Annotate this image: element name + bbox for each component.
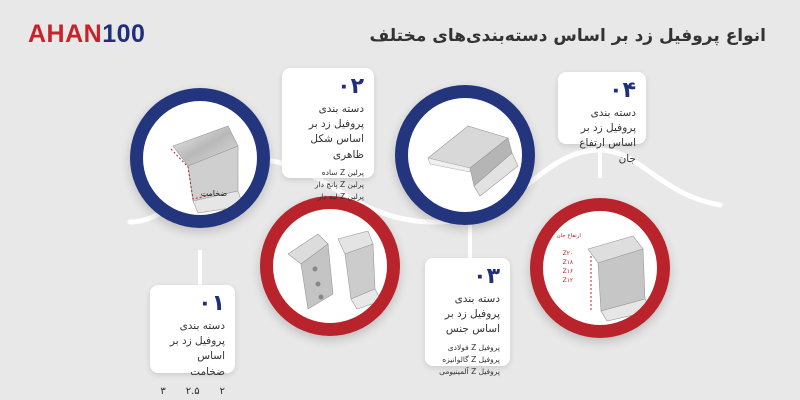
card-subitem: پرلین Z ساده bbox=[321, 167, 364, 177]
web-height-item: Z۱۲ bbox=[562, 276, 574, 284]
web-height-list bbox=[563, 249, 574, 285]
z-profile-shapes-icon bbox=[273, 209, 388, 324]
logo-text-ahan: AHAN bbox=[28, 20, 103, 48]
circle-web-height bbox=[530, 198, 670, 338]
card-subitem: پروفیل Z فولادی bbox=[447, 342, 500, 352]
card-number: ۰۳ bbox=[473, 264, 500, 289]
z-profile-web-height-icon bbox=[543, 211, 658, 326]
card-text: دسته بندی پروفیل زد بر اساس ضخامت bbox=[169, 320, 225, 378]
card-text: دسته بندی پروفیل زد بر اساس جنس bbox=[444, 293, 500, 336]
card-subitem: پروفیل Z آلمینیومی bbox=[439, 366, 500, 376]
web-height-item: Z۲۰ bbox=[562, 249, 574, 257]
logo-text-100: 100 bbox=[102, 20, 146, 48]
thickness-tag: ضخامت bbox=[200, 188, 228, 198]
web-height-item: Z۱۶ bbox=[562, 267, 574, 275]
thickness-sizes bbox=[160, 386, 225, 397]
circle-web-height-inner bbox=[543, 211, 658, 326]
card-subitem: پرلین Z پانچ دار bbox=[314, 179, 364, 189]
card-text: دسته بندی پروفیل زد بر اساس شکل ظاهری bbox=[308, 103, 364, 161]
z-profile-material-icon bbox=[408, 98, 523, 213]
thickness-size: ۲.۵ bbox=[185, 385, 200, 397]
web-height-item: Z۱۸ bbox=[562, 258, 574, 266]
circle-thickness-inner bbox=[143, 101, 258, 216]
card-web-height bbox=[558, 72, 646, 165]
circle-shape-inner bbox=[273, 209, 388, 324]
thickness-size: ۳ bbox=[160, 385, 166, 397]
card-material bbox=[425, 258, 510, 376]
web-height-tag: ارتفاع جان bbox=[556, 232, 581, 239]
card-shape bbox=[282, 68, 374, 201]
card-text: دسته بندی پروفیل زد بر اساس ارتفاع جان bbox=[579, 107, 636, 165]
card-number: ۰۴ bbox=[609, 78, 636, 103]
card-subitem: پرلین Z لبه دار bbox=[317, 191, 364, 201]
circle-shape bbox=[260, 196, 400, 336]
page-title: انواع پروفیل زد بر اساس دسته‌بندی‌های مختلف bbox=[369, 26, 766, 46]
z-profile-thickness-icon bbox=[143, 101, 258, 216]
circle-thickness bbox=[130, 88, 270, 228]
circle-material bbox=[395, 85, 535, 225]
card-sublist bbox=[292, 167, 364, 203]
thickness-size: ۲ bbox=[219, 385, 225, 397]
card-number: ۰۲ bbox=[337, 74, 364, 99]
card-subitem: پروفیل Z گالوانیزه bbox=[442, 354, 500, 364]
card-thickness bbox=[150, 285, 235, 397]
circle-material-inner bbox=[408, 98, 523, 213]
card-sublist bbox=[435, 342, 500, 378]
card-number: ۰۱ bbox=[198, 291, 225, 316]
